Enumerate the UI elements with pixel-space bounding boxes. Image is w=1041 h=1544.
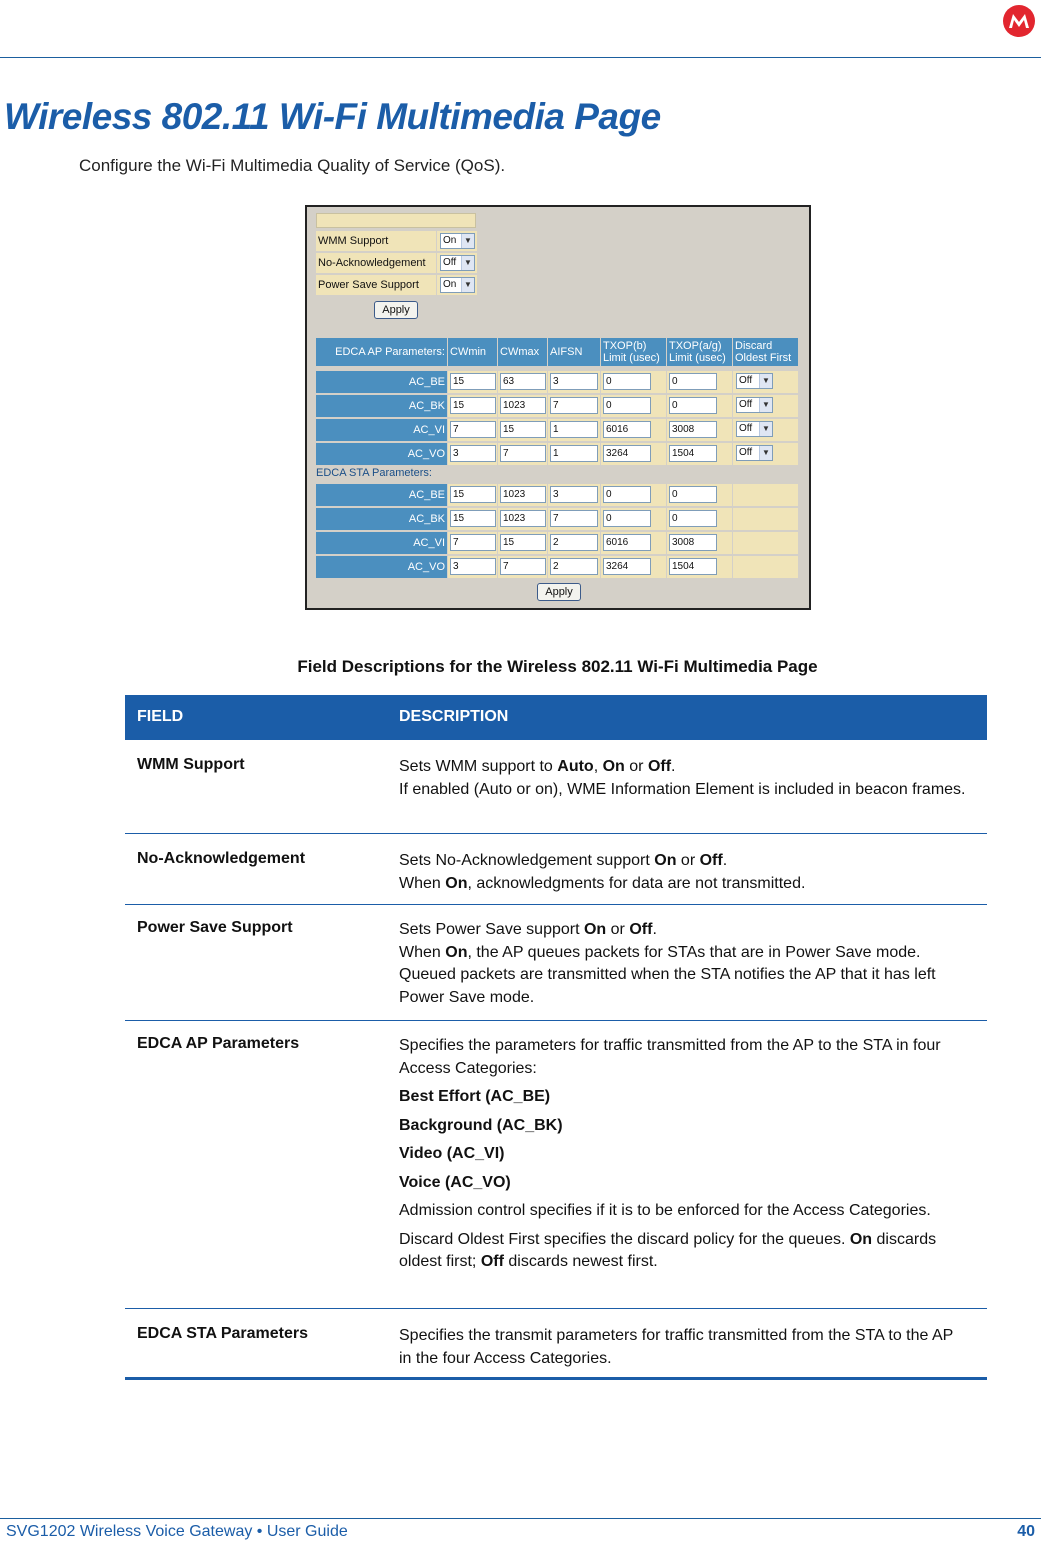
ap-be-discard-value: Off	[739, 375, 753, 386]
chevron-down-icon: ▼	[461, 256, 474, 270]
col-discard-line1: Discard	[735, 340, 773, 352]
field-description: Sets No-Acknowledgement support On or Off. When On, acknowledgments for data are not transmitted.	[399, 852, 806, 892]
ap-vo-txop-ag[interactable]: 1504	[669, 445, 717, 462]
wmm-support-value: On	[443, 235, 457, 246]
ap-row-label: AC_BE	[316, 371, 447, 393]
ap-row-label: AC_VI	[316, 419, 447, 441]
wmm-support-cell	[437, 231, 477, 251]
no-ack-select[interactable]	[440, 255, 475, 271]
field-name: EDCA STA Parameters	[137, 1325, 309, 1342]
ap-vo-cwmax[interactable]: 7	[500, 445, 546, 462]
table-row	[125, 905, 987, 1021]
table-row	[125, 1309, 987, 1375]
sta-empty-cell	[733, 556, 798, 578]
footer-title: SVG1202 Wireless Voice Gateway • User Guide	[6, 1523, 348, 1540]
ap-bk-txop-b[interactable]: 0	[603, 397, 651, 414]
sta-empty-cell	[733, 508, 798, 530]
chevron-down-icon: ▼	[759, 374, 772, 388]
sta-row-label: AC_BE	[316, 484, 447, 506]
page-title: Wireless 802.11 Wi-Fi Multimedia Page	[4, 96, 661, 137]
sta-bk-aifsn[interactable]: 7	[550, 510, 598, 527]
ap-be-aifsn[interactable]: 3	[550, 373, 598, 390]
page-number: 40	[1017, 1523, 1035, 1540]
sta-empty-cell	[733, 532, 798, 554]
field-name: WMM Support	[137, 756, 245, 773]
chevron-down-icon: ▼	[461, 234, 474, 248]
ap-vi-discard[interactable]	[736, 421, 773, 437]
chevron-down-icon: ▼	[759, 398, 772, 412]
col-txop-ag	[667, 338, 732, 366]
sta-be-txop-b[interactable]: 0	[603, 486, 651, 503]
apply-button-top[interactable]: Apply	[374, 301, 418, 319]
ap-be-cwmin[interactable]: 15	[450, 373, 496, 390]
intro-text: Configure the Wi-Fi Multimedia Quality of Service (QoS).	[79, 156, 506, 175]
sta-vo-aifsn[interactable]: 2	[550, 558, 598, 575]
ap-bk-discard[interactable]	[736, 397, 773, 413]
ap-bk-txop-ag[interactable]: 0	[669, 397, 717, 414]
sta-be-cwmax[interactable]: 1023	[500, 486, 546, 503]
sta-vo-txop-ag[interactable]: 1504	[669, 558, 717, 575]
ap-vi-cwmin[interactable]: 7	[450, 421, 496, 438]
ap-bk-discard-value: Off	[739, 399, 753, 410]
col-txop-b-line2: Limit (usec)	[603, 352, 660, 364]
sta-vi-txop-ag[interactable]: 3008	[669, 534, 717, 551]
ap-bk-cwmax[interactable]: 1023	[500, 397, 546, 414]
power-save-label: Power Save Support	[316, 275, 436, 295]
footer-rule	[0, 1518, 1041, 1519]
header-field: FIELD	[137, 708, 184, 725]
col-txop-ag-line1: TXOP(a/g)	[669, 340, 722, 352]
sta-row-label: AC_VI	[316, 532, 447, 554]
ap-vo-aifsn[interactable]: 1	[550, 445, 598, 462]
ap-bk-cwmin[interactable]: 15	[450, 397, 496, 414]
ap-vi-cwmax[interactable]: 15	[500, 421, 546, 438]
ap-vi-txop-b[interactable]: 6016	[603, 421, 651, 438]
wmm-screenshot	[305, 205, 811, 610]
col-aifsn: AIFSN	[548, 338, 600, 366]
chevron-down-icon: ▼	[759, 446, 772, 460]
col-discard	[733, 338, 798, 366]
table-row	[125, 834, 987, 905]
field-description: Sets WMM support to Auto, On or Off. If enabled (Auto or on), WME Information Element is included in beacon frames.	[399, 758, 966, 798]
col-cwmin: CWmin	[448, 338, 497, 366]
ap-be-discard[interactable]	[736, 373, 773, 389]
sta-bk-cwmax[interactable]: 1023	[500, 510, 546, 527]
header-description: DESCRIPTION	[399, 708, 509, 725]
sta-rows	[307, 484, 805, 580]
sta-vi-txop-b[interactable]: 6016	[603, 534, 651, 551]
field-name: EDCA AP Parameters	[137, 1035, 300, 1052]
col-discard-line2: Oldest First	[735, 352, 792, 364]
ap-vi-aifsn[interactable]: 1	[550, 421, 598, 438]
header-rule	[0, 57, 1041, 58]
sta-bk-txop-ag[interactable]: 0	[669, 510, 717, 527]
wmm-support-label: WMM Support	[316, 231, 436, 251]
sta-bk-cwmin[interactable]: 15	[450, 510, 496, 527]
power-save-cell	[437, 275, 477, 295]
field-name: Power Save Support	[137, 919, 293, 936]
sta-vo-txop-b[interactable]: 3264	[603, 558, 651, 575]
sta-vi-cwmin[interactable]: 7	[450, 534, 496, 551]
table-row	[125, 1021, 987, 1309]
batwing-icon	[1008, 13, 1030, 29]
sta-vi-aifsn[interactable]: 2	[550, 534, 598, 551]
apply-button-bottom[interactable]: Apply	[537, 583, 581, 601]
ap-params-header: EDCA AP Parameters:	[316, 338, 447, 366]
sta-row-label: AC_VO	[316, 556, 447, 578]
col-cwmax: CWmax	[498, 338, 547, 366]
field-description: Sets Power Save support On or Off. When On, the AP queues packets for STAs that are in Power Save mode. Queued packets are transmitted when the STA notifies the AP that it has left Power Save mode.	[399, 921, 936, 1006]
ap-bk-aifsn[interactable]: 7	[550, 397, 598, 414]
sta-vo-cwmax[interactable]: 7	[500, 558, 546, 575]
ap-be-txop-b[interactable]: 0	[603, 373, 651, 390]
table-header	[125, 695, 987, 740]
ap-vi-discard-value: Off	[739, 423, 753, 434]
field-description: Specifies the transmit parameters for traffic transmitted from the STA to the AP in the four Access Categories.	[399, 1327, 954, 1367]
settings-header-bar	[316, 213, 476, 228]
table-bottom-rule	[125, 1377, 987, 1380]
ap-vo-txop-b[interactable]: 3264	[603, 445, 651, 462]
field-description: Specifies the parameters for traffic transmitted from the AP to the STA in four Access Categories: Best Effort (AC_BE) Background (AC_BK) Video (AC_VI) Voice (AC_VO) Admission control specifies if it is to be enforced for the Access Categories. Discard Oldest First specifies the discard policy for the queues. On discards oldest first; Off discards newest first.	[399, 1037, 941, 1270]
wmm-support-select[interactable]	[440, 233, 475, 249]
ap-vo-discard[interactable]	[736, 445, 773, 461]
sta-be-aifsn[interactable]: 3	[550, 486, 598, 503]
col-txop-b	[601, 338, 666, 366]
sta-row-label: AC_BK	[316, 508, 447, 530]
sta-vo-cwmin[interactable]: 3	[450, 558, 496, 575]
no-ack-label: No-Acknowledgement	[316, 253, 436, 273]
power-save-value: On	[443, 279, 457, 290]
ap-vo-cwmin[interactable]: 3	[450, 445, 496, 462]
no-ack-value: Off	[443, 257, 457, 268]
col-txop-b-line1: TXOP(b)	[603, 340, 647, 352]
ap-row-label: AC_VO	[316, 443, 447, 465]
power-save-select[interactable]	[440, 277, 475, 293]
chevron-down-icon: ▼	[461, 278, 474, 292]
sta-empty-cell	[733, 484, 798, 506]
sta-params-header: EDCA STA Parameters:	[316, 467, 432, 479]
col-txop-ag-line2: Limit (usec)	[669, 352, 726, 364]
ap-vi-txop-ag[interactable]: 3008	[669, 421, 717, 438]
sta-be-txop-ag[interactable]: 0	[669, 486, 717, 503]
sta-be-cwmin[interactable]: 15	[450, 486, 496, 503]
table-row	[125, 740, 987, 834]
ap-rows	[307, 371, 805, 467]
chevron-down-icon: ▼	[759, 422, 772, 436]
ap-row-label: AC_BK	[316, 395, 447, 417]
table-caption: Field Descriptions for the Wireless 802.11 Wi-Fi Multimedia Page	[297, 657, 818, 676]
field-name: No-Acknowledgement	[137, 850, 306, 867]
sta-vi-cwmax[interactable]: 15	[500, 534, 546, 551]
ap-be-cwmax[interactable]: 63	[500, 373, 546, 390]
ap-be-txop-ag[interactable]: 0	[669, 373, 717, 390]
ap-vo-discard-value: Off	[739, 447, 753, 458]
motorola-logo	[1003, 5, 1035, 37]
sta-bk-txop-b[interactable]: 0	[603, 510, 651, 527]
no-ack-cell	[437, 253, 477, 273]
